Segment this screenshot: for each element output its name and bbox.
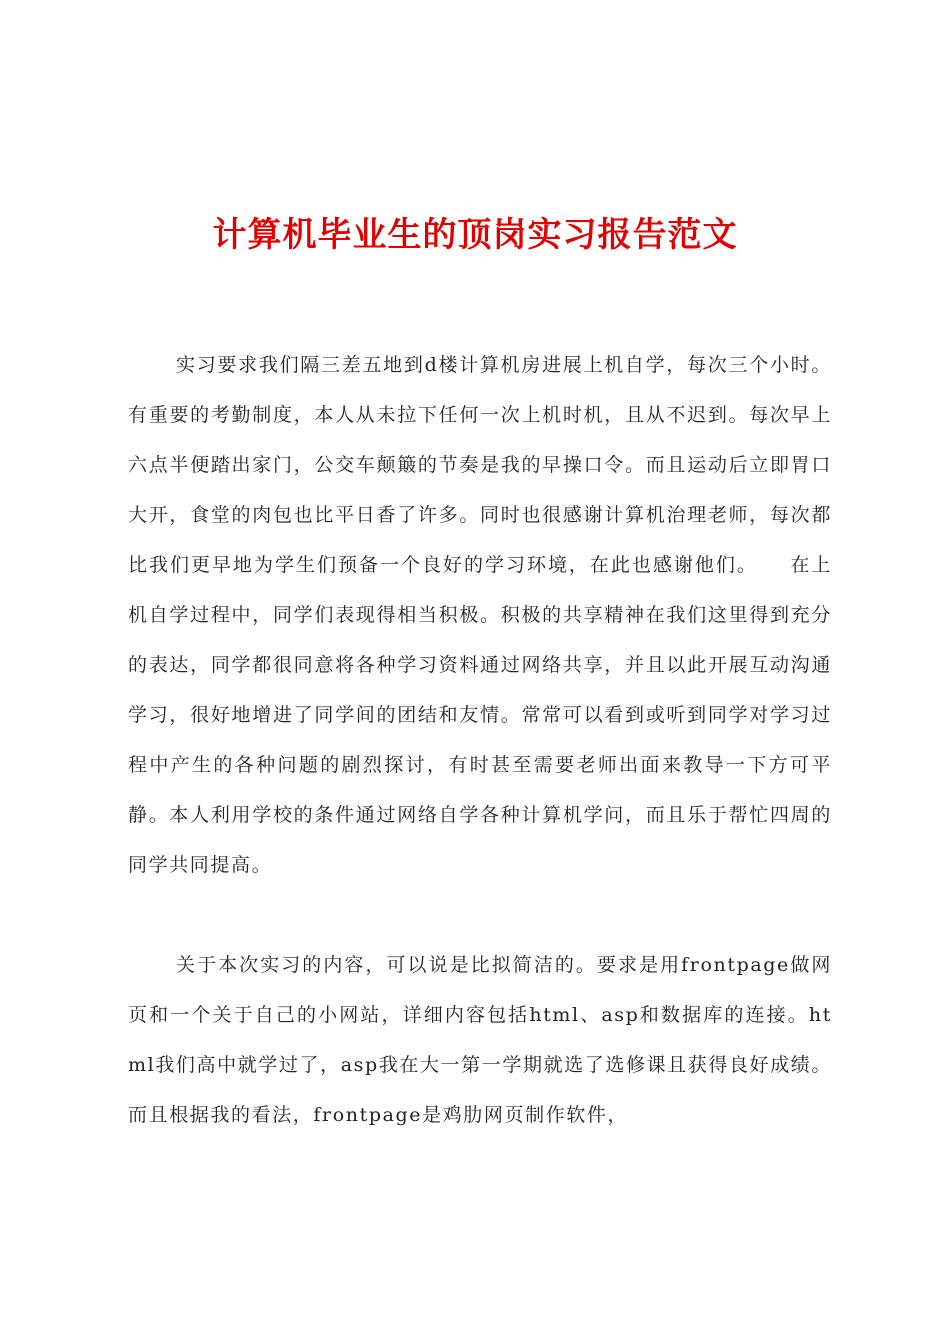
body-paragraph-1: 实习要求我们隔三差五地到d楼计算机房进展上机自学，每次三个小时。有重要的考勤制度，本人从未拉下任何一次上机时机，且从不迟到。每次早上六点半便踏出家门，公交车颠簸的节奏是我的早操口令。而且运动后立即胃口大开，食堂的肉包也比平日香了许多。同时也很感谢计算机治理老师，每次都比我们更早地为学生们预备一个良好的学习环境，在此也感谢他们。 在上机自学过程中，同学们表现得相当积极。积极的共享精神在我们这里得到充分的表达，同学都很同意将各种学习资料通过网络共享，并且以此开展互动沟通学习，很好地增进了同学间的团结和友情。常常可以看到或听到同学对学习过程中产生的各种问题的剧烈探讨，有时甚至需要老师出面来教导一下方可平静。本人利用学校的条件通过网络自学各种计算机学问，而且乐于帮忙四周的同学共同提高。	[128, 354, 832, 876]
document-title: 计算机毕业生的顶岗实习报告范文	[212, 215, 738, 255]
body-paragraph-2: 关于本次实习的内容，可以说是比拟简洁的。要求是用frontpage做网页和一个关于自己的小网站，详细内容包括html、asp和数据库的连接。html我们高中就学过了，asp我在大一第一学期就选了选修课且获得良好成绩。而且根据我的看法，frontpage是鸡肋网页制作软件，	[128, 954, 832, 1126]
